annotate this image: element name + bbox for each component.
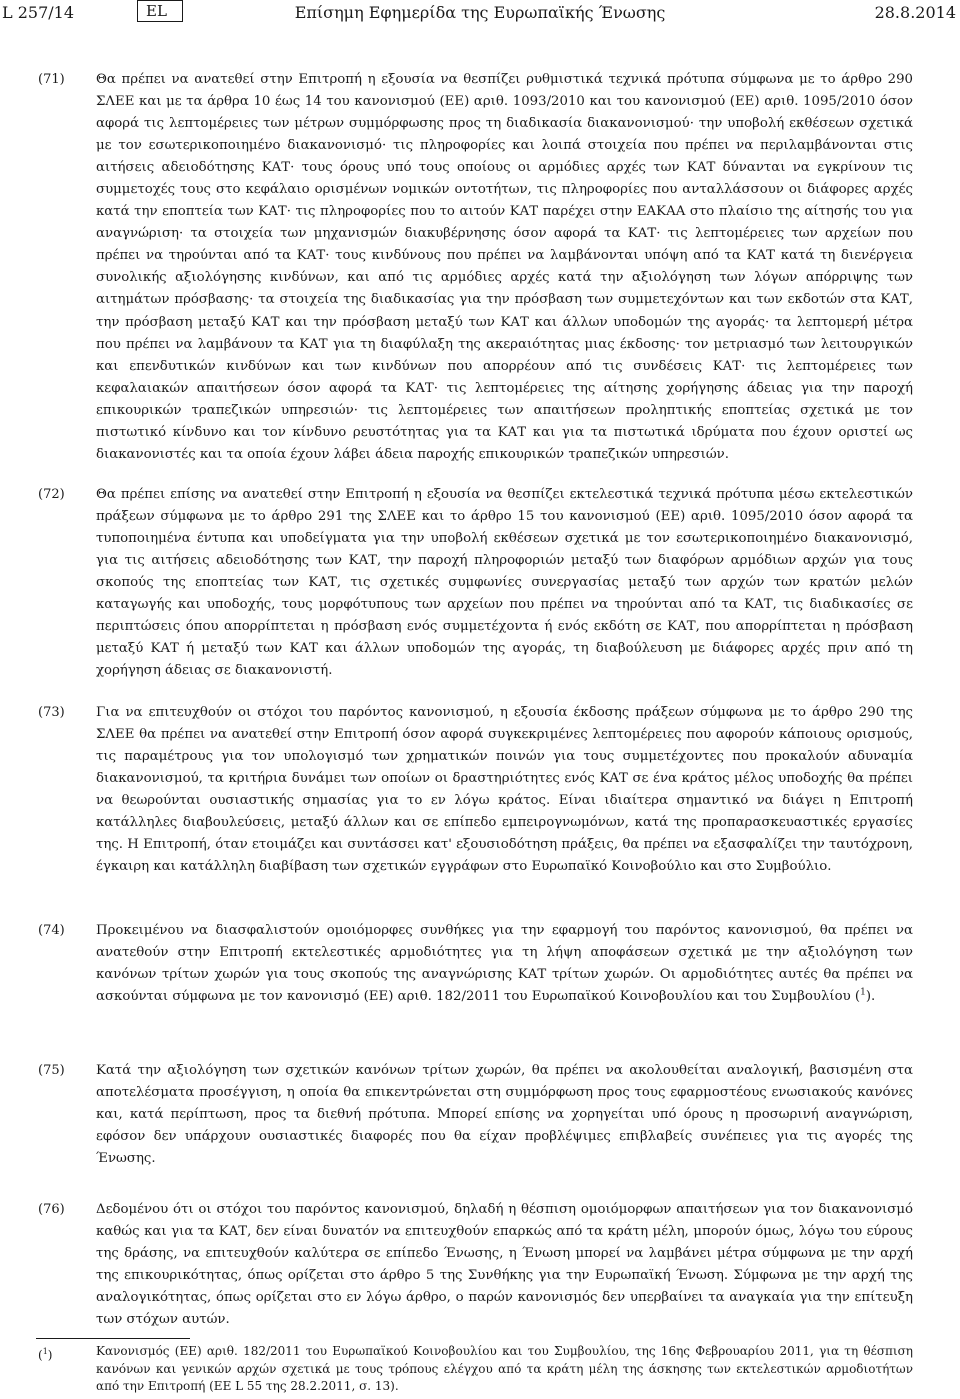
recital-text: Θα πρέπει να ανατεθεί στην Επιτροπή η εξουσία να θεσπίζει ρυθμιστικά τεχνικά πρότυπα σύμφωνα με το άρθρο 290 ΣΛΕΕ και με τα άρθρα 10 έως 14 του κανονισμού (ΕΕ) αριθ. 1093/2010 και του κανονισμού (ΕΕ) αριθ. 1095/2010 όσον αφορά τις λεπτομέρειες των μέτρων συμμόρφωσης προς τη διαδικασία διακανονισμού· την υποβολή εκθέσεων σχετικά με τον εσωτερικοποιημένο διακανονισμό· τις πληροφορίες και λοιπά στοιχεία που πρέπει να περιλαμβάνονται στις αιτήσεις αδειοδότησης ΚΑΤ· τους όρους υπό τους οποίους οι αρμόδιες αρχές των ΚΑΤ δύνανται να εγκρίνουν τις συμμετοχές τους στο κεφάλαιο ορισμένων νομικών οντοτήτων, τις πληροφορίες που ανταλλάσσουν οι διάφορες αρχές κατά την εποπτεία των ΚΑΤ· τις πληροφορίες που το αιτούν ΚΑΤ παρέχει στην ΕΑΚΑΑ στο πλαίσιο της αίτησής του για αναγνώριση· τα στοιχεία των μηχανισμών διακυβέρνησης όσον αφορά τα ΚΑΤ· τις λεπτομέρειες των αρχείων που πρέπει να τηρούνται από τα ΚΑΤ· τους κινδύνους που πρέπει να λαμβάνονται υπόψη από τα ΚΑΤ κατά τη διενέργεια συνολικής αξιολόγησης κινδύνων, και από τις αρμόδιες αρχές κατά την αξιολόγηση των λόγων απόρριψης των αιτημάτων πρόσβασης· τα στοιχεία της διαδικασίας για την πρόσβαση των συμμετεχόντων και των εκδοτών στα ΚΑΤ, την πρόσβαση μεταξύ ΚΑΤ και την πρόσβαση μεταξύ των ΚΑΤ και άλλων υποδομών της αγοράς· τα λεπτομερή μέτρα που πρέπει να λαμβάνουν τα ΚΑΤ για τη διαφύλαξη της ακεραιότητας μιας έκδοσης· τον μετριασμό των λειτουργικών και επενδυτικών κινδύνων και των κινδύνων που απορρέουν από τις συνδέσεις ΚΑΤ· τις λεπτομέρειες των κεφαλαιακών απαιτήσεων όσον αφορά τα ΚΑΤ· τις λεπτομέρειες της αίτησης χορήγησης άδειας για την παροχή επικουρικών τραπεζικών υπηρεσιών· τις λεπτομέρειες των απαιτήσεων προληπτικής εποπτείας σχετικά με τον πιστωτικό κίνδυνο και τον κίνδυνο ρευστότητας για τα ΚΑΤ και για τα πιστωτικά ιδρύματα που έχουν οριστεί ως διακανονιστές και τα οποία έχουν λάβει άδεια παροχής επικουρικών τραπεζικών υπηρεσιών. xyxy=(96,72,913,462)
footnote-mark-number: 1 xyxy=(42,1347,48,1356)
recital-text: Για να επιτευχθούν οι στόχοι του παρόντος κανονισμού, η εξουσία έκδοσης πράξεων σύμφωνα με το άρθρο 290 της ΣΛΕΕ θα πρέπει να ανατεθεί στην Επιτροπή όσον αφορά συγκεκριμένες λεπτομέρειες που αφορούν κάποιους ορισμούς, τις παραμέτρους για τον υπολογισμό των χρηματικών ποινών για τους συμμετέχοντες που προκαλούν αδυναμία διακανονισμού, τα κριτήρια δυνάμει των οποίων οι δραστηριότητες ενός ΚΑΤ σε ένα κράτος μέλος υποδοχής θα πρέπει να θεωρούνται ουσιαστικής σημασίας για το εν λόγω κράτος. Είναι ιδιαίτερα σημαντικό να διάγει η Επιτροπή κατάλληλες διαβουλεύσεις, μεταξύ άλλων και σε επίπεδο εμπειρογνωμόνων, κατά της προπαρασκευαστικές εργασίες της. Η Επιτροπή, όταν ετοιμάζει και συντάσσει κατ' εξουσιοδότηση πράξεις, θα πρέπει να εξασφαλίζει την ταυτόχρονη, έγκαιρη και κατάλληλη διαβίβαση των σχετικών εγγράφων στο Ευρωπαϊκό Κοινοβούλιο και στο Συμβούλιο. xyxy=(96,705,913,875)
recital-text-container xyxy=(96,920,913,1008)
footnote-reference[interactable]: 1 xyxy=(860,987,866,998)
recital-text: Προκειμένου να διασφαλιστούν ομοιόμορφες συνθήκες για την εφαρμογή του παρόντος κανονισμού, θα πρέπει να ανατεθούν στην Επιτροπή εκτελεστικές αρμοδιότητες για τη λήψη αποφάσεων σχετικά με την αξιολόγηση των κανόνων τρίτων χωρών για τους σκοπούς της αναγνώρισης ΚΑΤ τρίτων χωρών. Οι αρμοδιότητες αυτές θα πρέπει να ασκούνται σύμφωνα με τον κανονισμό (ΕΕ) αριθ. 182/2011 του Ευρωπαϊκού Κοινοβουλίου και του Συμβουλίου ( xyxy=(96,923,913,1005)
page-reference: L 257/14 xyxy=(2,3,74,22)
journal-title: Επίσημη Εφημερίδα της Ευρωπαϊκής Ένωσης xyxy=(294,3,666,22)
page-header xyxy=(0,0,960,26)
recital-number: (74) xyxy=(38,923,65,938)
publication-date: 28.8.2014 xyxy=(874,3,956,22)
recital-text: Δεδομένου ότι οι στόχοι του παρόντος κανονισμού, δηλαδή η θέσπιση ομοιόμορφων απαιτήσεων για τον διακανονισμό καθώς και για τα ΚΑΤ, δεν είναι δυνατόν να επιτευχθούν επαρκώς από τα κράτη μέλη, μπορούν όμως, λόγω του εύρους της δράσης, να επιτευχθούν καλύτερα σε επίπεδο Ένωσης, η Ένωση μπορεί να λαμβάνει μέτρα σύμφωνα με την αρχή της επικουρικότητας, όπως ορίζεται στο άρθρο 5 της Συνθήκης για την Ευρωπαϊκή Ένωση. Σύμφωνα με την αρχή της αναλογικότητας, όπως ορίζεται στο εν λόγω άρθρο, ο παρών κανονισμός δεν υπερβαίνει τα αναγκαία για την επίτευξη των στόχων αυτών. xyxy=(96,1202,913,1328)
footnote-mark xyxy=(38,1343,52,1364)
recital-number: (76) xyxy=(38,1202,65,1217)
recital-text: Κατά την αξιολόγηση των σχετικών κανόνων τρίτων χωρών, θα πρέπει να ακολουθείται αναλογική, βασισμένη στα αποτελέσματα προσέγγιση, η οποία θα επικεντρώνεται στη συμμόρφωση προς τους εφαρμοστέους ενωσιακούς κανόνες και, κατά περίπτωση, προς τα διεθνή πρότυπα. Μπορεί επίσης να χορηγείται υπό όρους η προσωρινή αναγνώριση, εφόσον δεν υπάρχουν ουσιαστικές διαφορές που θα είχαν προβλέψιμες επιβλαβείς συνέπειες για τις αγορές της Ένωσης. xyxy=(96,1063,913,1167)
footnote-divider xyxy=(36,1338,190,1339)
language-badge: EL xyxy=(137,0,183,22)
recital-number: (73) xyxy=(38,705,65,720)
recital-number: (71) xyxy=(38,72,65,87)
footnote-mark-open: ( xyxy=(38,1348,43,1362)
recital-text: Θα πρέπει επίσης να ανατεθεί στην Επιτροπή η εξουσία να θεσπίζει εκτελεστικά τεχνικά πρότυπα μέσω εκτελεστικών πράξεων σύμφωνα με το άρθρο 291 της ΣΛΕΕ και το άρθρο 15 του κανονισμού (ΕΕ) αριθ. 1095/2010 όσον αφορά τα τυποποιημένα έντυπα και υποδείγματα για την υποβολή εκθέσεων σχετικά με τον εσωτερικοποιημένο διακανονισμό, για τις αιτήσεις αδειοδότησης των ΚΑΤ, την παροχή πληροφοριών μεταξύ των διαφόρων αρμόδιων αρχών για τους σκοπούς της εποπτείας των ΚΑΤ, τις σχετικές συμφωνίες συνεργασίας μεταξύ των αρχών των κρατών μελών καταγωγής και υποδοχής, τους μορφότυπους των αρχείων που πρέπει να τηρούνται από τα ΚΑΤ, τις διαδικασίες σε περιπτώσεις όπου απορρίπτεται η πρόσβαση ενός συμμετέχοντα ή ενός εκδότη σε ΚΑΤ, που απορρίπτεται η πρόσβαση μεταξύ ΚΑΤ ή μεταξύ των ΚΑΤ και άλλων υποδομών της αγοράς, τη διαβούλευση με διάφορες αρχές πριν από τη χορήγηση άδειας σε διακανονιστή. xyxy=(96,487,913,679)
footnote-mark-close: ) xyxy=(47,1348,53,1362)
recital-number: (75) xyxy=(38,1063,65,1078)
footnote-text: Κανονισμός (ΕΕ) αριθ. 182/2011 του Ευρωπαϊκού Κοινοβουλίου και του Συμβουλίου, της 16ης Φεβρουαρίου 2011, για τη θέσπιση κανόνων και γενικών αρχών σχετικά με τους τρόπους ελέγχου από τα κράτη μέλη της άσκησης των εκτελεστικών αρμοδιοτήτων από την Επιτροπή (ΕΕ L 55 της 28.2.2011, σ. 13). xyxy=(96,1344,913,1394)
recital-text-end: ). xyxy=(865,989,876,1005)
recital-number: (72) xyxy=(38,487,65,502)
